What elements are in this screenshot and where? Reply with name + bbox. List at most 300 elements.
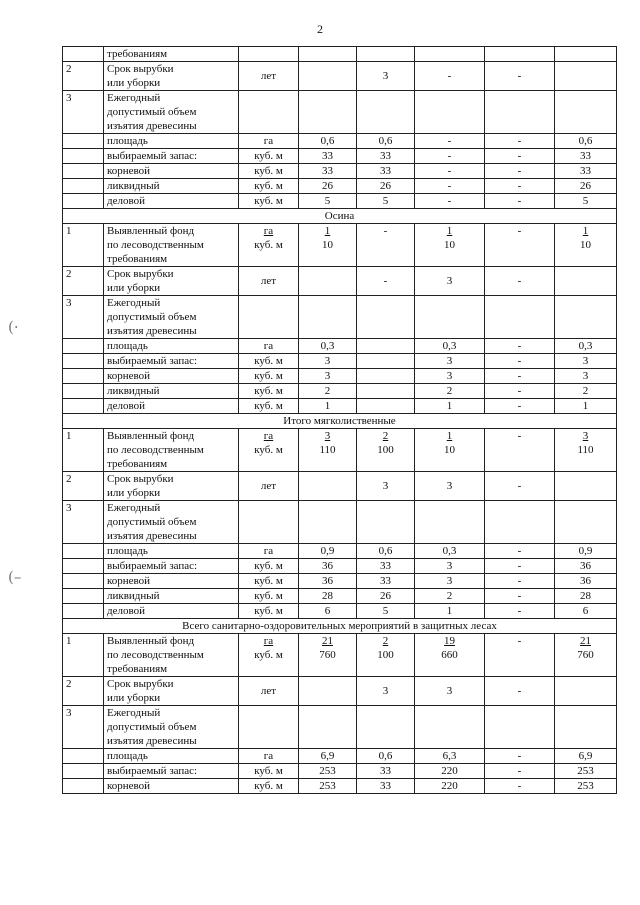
value-col-2 [357, 429, 415, 472]
value-col-4: - [485, 339, 555, 354]
value-col-1: 0,6 [299, 134, 357, 149]
fraction-volume: 110 [577, 444, 594, 456]
value-col-4: - [485, 634, 555, 677]
value-col-3 [415, 91, 485, 134]
indicator-label: площадь [104, 339, 239, 354]
value-col-3: 3 [415, 559, 485, 574]
row-number: 3 [63, 91, 104, 134]
table-row [63, 224, 617, 267]
value-col-2: 33 [357, 574, 415, 589]
table-row [63, 354, 617, 369]
table-row [63, 47, 617, 62]
value-col-4: - [485, 574, 555, 589]
table-row [63, 472, 617, 501]
value-col-2: 33 [357, 164, 415, 179]
value-col-3 [415, 224, 485, 267]
value-col-2 [357, 399, 415, 414]
indicator-label: Срок вырубки или уборки [104, 472, 239, 501]
unit: куб. м [239, 779, 299, 794]
value-col-1: 2 [299, 384, 357, 399]
value-col-1 [299, 634, 357, 677]
value-col-3: 1 [415, 399, 485, 414]
value-col-4: - [485, 164, 555, 179]
row-number: 1 [63, 634, 104, 677]
fraction-area: 2 [382, 430, 389, 442]
table-row [63, 267, 617, 296]
value-col-2 [357, 47, 415, 62]
unit: куб. м [239, 149, 299, 164]
value-col-5 [555, 47, 617, 62]
value-col-5: 0,9 [555, 544, 617, 559]
unit: га [239, 339, 299, 354]
row-number: 1 [63, 224, 104, 267]
value-col-2: 33 [357, 764, 415, 779]
indicator-label: деловой [104, 194, 239, 209]
fraction-area: 1 [446, 225, 453, 237]
indicator-label: Ежегодный допустимый объем изъятия древесины [104, 296, 239, 339]
value-col-4: - [485, 267, 555, 296]
table-row [63, 91, 617, 134]
unit: куб. м [239, 604, 299, 619]
value-col-1 [299, 296, 357, 339]
value-col-2 [357, 384, 415, 399]
indicator-label: ликвидный [104, 384, 239, 399]
unit [239, 224, 299, 267]
value-col-3: 2 [415, 589, 485, 604]
indicator-label: выбираемый запас: [104, 764, 239, 779]
unit-area: га [263, 225, 274, 237]
unit: куб. м [239, 179, 299, 194]
value-col-3 [415, 501, 485, 544]
value-col-3: - [415, 62, 485, 91]
fraction-volume: 760 [319, 649, 336, 661]
unit-area: га [263, 635, 274, 647]
unit [239, 296, 299, 339]
value-col-3 [415, 296, 485, 339]
row-number [63, 369, 104, 384]
row-number: 3 [63, 706, 104, 749]
row-number [63, 749, 104, 764]
value-col-3: 0,3 [415, 544, 485, 559]
fraction-volume: 110 [319, 444, 336, 456]
section-title: Всего санитарно-оздоровительных мероприятий в защитных лесах [63, 619, 617, 634]
value-col-2: 0,6 [357, 544, 415, 559]
value-col-3 [415, 706, 485, 749]
indicator-label: Ежегодный допустимый объем изъятия древесины [104, 501, 239, 544]
table-row [63, 749, 617, 764]
unit: куб. м [239, 574, 299, 589]
table-row [63, 399, 617, 414]
indicator-label: Выявленный фонд по лесоводственным требованиям [104, 429, 239, 472]
row-number [63, 589, 104, 604]
table-row [63, 384, 617, 399]
value-col-4: - [485, 429, 555, 472]
unit: куб. м [239, 354, 299, 369]
unit: куб. м [239, 194, 299, 209]
page-number: 2 [317, 22, 323, 36]
value-col-5: 0,3 [555, 339, 617, 354]
forest-harvest-table [62, 46, 617, 794]
fraction-area: 2 [382, 635, 389, 647]
row-number: 2 [63, 267, 104, 296]
indicator-label: Срок вырубки или уборки [104, 677, 239, 706]
value-col-5: 6 [555, 604, 617, 619]
unit: лет [239, 472, 299, 501]
indicator-label: корневой [104, 164, 239, 179]
fraction-area: 19 [444, 635, 455, 647]
value-col-1 [299, 267, 357, 296]
row-number [63, 399, 104, 414]
fraction-volume: 10 [580, 239, 591, 251]
value-col-3: 3 [415, 472, 485, 501]
table-row [63, 604, 617, 619]
value-col-2 [357, 296, 415, 339]
value-col-2: 33 [357, 559, 415, 574]
table-row [63, 706, 617, 749]
row-number [63, 574, 104, 589]
value-col-4: - [485, 62, 555, 91]
unit-volume: куб. м [254, 649, 283, 661]
value-col-2: 5 [357, 194, 415, 209]
unit: куб. м [239, 589, 299, 604]
table-row [63, 179, 617, 194]
value-col-3: 2 [415, 384, 485, 399]
row-number: 2 [63, 62, 104, 91]
table-row [63, 194, 617, 209]
value-col-4: - [485, 604, 555, 619]
value-col-5: 1 [555, 399, 617, 414]
margin-punch-mark: (· [8, 318, 19, 336]
value-col-5: 33 [555, 164, 617, 179]
value-col-4 [485, 47, 555, 62]
value-col-3: - [415, 149, 485, 164]
value-col-5 [555, 224, 617, 267]
value-col-4: - [485, 472, 555, 501]
unit: куб. м [239, 164, 299, 179]
value-col-5 [555, 429, 617, 472]
value-col-5 [555, 91, 617, 134]
row-number [63, 149, 104, 164]
value-col-3 [415, 47, 485, 62]
value-col-5: 0,6 [555, 134, 617, 149]
row-number [63, 194, 104, 209]
value-col-4 [485, 91, 555, 134]
value-col-5: 253 [555, 779, 617, 794]
unit [239, 91, 299, 134]
value-col-3: 1 [415, 604, 485, 619]
fraction-volume: 10 [444, 444, 455, 456]
value-col-1: 3 [299, 354, 357, 369]
value-col-5 [555, 267, 617, 296]
row-number [63, 354, 104, 369]
value-col-1 [299, 706, 357, 749]
indicator-label: Выявленный фонд по лесоводственным требованиям [104, 224, 239, 267]
value-col-4: - [485, 749, 555, 764]
value-col-2: 3 [357, 677, 415, 706]
value-col-5 [555, 677, 617, 706]
value-col-1: 0,3 [299, 339, 357, 354]
value-col-1: 253 [299, 779, 357, 794]
value-col-5: 36 [555, 574, 617, 589]
unit-volume: куб. м [254, 239, 283, 251]
row-number: 1 [63, 429, 104, 472]
table-row [63, 634, 617, 677]
indicator-label: выбираемый запас: [104, 559, 239, 574]
value-col-4: - [485, 779, 555, 794]
value-col-1: 33 [299, 149, 357, 164]
row-number [63, 764, 104, 779]
value-col-2 [357, 634, 415, 677]
value-col-1 [299, 47, 357, 62]
value-col-2 [357, 369, 415, 384]
fraction-area: 3 [324, 430, 331, 442]
value-col-4 [485, 501, 555, 544]
indicator-label: ликвидный [104, 179, 239, 194]
fraction-volume: 760 [577, 649, 594, 661]
value-col-2 [357, 706, 415, 749]
indicator-label: Срок вырубки или уборки [104, 267, 239, 296]
unit: куб. м [239, 559, 299, 574]
value-col-5: 253 [555, 764, 617, 779]
unit: куб. м [239, 399, 299, 414]
value-col-5: 28 [555, 589, 617, 604]
value-col-5: 3 [555, 354, 617, 369]
fraction-area: 1 [446, 430, 453, 442]
value-col-5: 2 [555, 384, 617, 399]
value-col-2: 26 [357, 179, 415, 194]
fraction-volume: 10 [444, 239, 455, 251]
indicator-label: Ежегодный допустимый объем изъятия древесины [104, 706, 239, 749]
unit: га [239, 749, 299, 764]
value-col-3: 3 [415, 677, 485, 706]
value-col-5 [555, 296, 617, 339]
unit: куб. м [239, 369, 299, 384]
section-heading-row [63, 209, 617, 224]
table-row [63, 501, 617, 544]
indicator-label: корневой [104, 369, 239, 384]
table-row [63, 779, 617, 794]
value-col-4: - [485, 179, 555, 194]
value-col-2: 3 [357, 472, 415, 501]
value-col-1 [299, 429, 357, 472]
value-col-3: - [415, 164, 485, 179]
unit [239, 429, 299, 472]
table-row [63, 677, 617, 706]
value-col-3: 220 [415, 764, 485, 779]
indicator-label: площадь [104, 544, 239, 559]
value-col-2: 26 [357, 589, 415, 604]
unit [239, 706, 299, 749]
indicator-label: ликвидный [104, 589, 239, 604]
fraction-area: 21 [322, 635, 333, 647]
value-col-1 [299, 501, 357, 544]
row-number: 3 [63, 296, 104, 339]
unit: га [239, 134, 299, 149]
value-col-5: 36 [555, 559, 617, 574]
value-col-4: - [485, 677, 555, 706]
indicator-label: Срок вырубки или уборки [104, 62, 239, 91]
row-number: 3 [63, 501, 104, 544]
unit: лет [239, 677, 299, 706]
table-row [63, 544, 617, 559]
value-col-5: 3 [555, 369, 617, 384]
unit: лет [239, 62, 299, 91]
value-col-5: 5 [555, 194, 617, 209]
value-col-5: 26 [555, 179, 617, 194]
value-col-4: - [485, 369, 555, 384]
section-heading-row [63, 414, 617, 429]
table-row [63, 62, 617, 91]
row-number [63, 779, 104, 794]
unit [239, 47, 299, 62]
value-col-1: 6,9 [299, 749, 357, 764]
value-col-2 [357, 339, 415, 354]
row-number [63, 47, 104, 62]
value-col-1 [299, 91, 357, 134]
value-col-1 [299, 472, 357, 501]
value-col-2: 0,6 [357, 134, 415, 149]
value-col-2: - [357, 224, 415, 267]
value-col-3: 3 [415, 354, 485, 369]
row-number [63, 339, 104, 354]
row-number: 2 [63, 677, 104, 706]
value-col-2: 3 [357, 62, 415, 91]
unit [239, 501, 299, 544]
table-row [63, 429, 617, 472]
value-col-3: 220 [415, 779, 485, 794]
value-col-4: - [485, 589, 555, 604]
value-col-4: - [485, 399, 555, 414]
row-number [63, 134, 104, 149]
value-col-1: 5 [299, 194, 357, 209]
value-col-3: 0,3 [415, 339, 485, 354]
value-col-3 [415, 634, 485, 677]
row-number [63, 544, 104, 559]
value-col-1: 36 [299, 574, 357, 589]
value-col-1 [299, 224, 357, 267]
value-col-1 [299, 677, 357, 706]
value-col-1: 36 [299, 559, 357, 574]
value-col-4: - [485, 544, 555, 559]
table-row [63, 149, 617, 164]
value-col-3: - [415, 134, 485, 149]
value-col-4 [485, 706, 555, 749]
value-col-2 [357, 354, 415, 369]
table-row [63, 574, 617, 589]
indicator-label: выбираемый запас: [104, 149, 239, 164]
value-col-4: - [485, 354, 555, 369]
value-col-1: 0,9 [299, 544, 357, 559]
row-number [63, 559, 104, 574]
table-row [63, 296, 617, 339]
indicator-label: корневой [104, 779, 239, 794]
value-col-4: - [485, 194, 555, 209]
section-title: Итого мягколиственные [63, 414, 617, 429]
value-col-5 [555, 634, 617, 677]
indicator-label: выбираемый запас: [104, 354, 239, 369]
value-col-1: 253 [299, 764, 357, 779]
fraction-area: 1 [582, 225, 589, 237]
value-col-3 [415, 429, 485, 472]
indicator-label: площадь [104, 749, 239, 764]
value-col-4 [485, 296, 555, 339]
section-heading-row [63, 619, 617, 634]
value-col-3: - [415, 179, 485, 194]
unit: га [239, 544, 299, 559]
unit: куб. м [239, 764, 299, 779]
indicator-label: Выявленный фонд по лесоводственным требованиям [104, 634, 239, 677]
value-col-5: 33 [555, 149, 617, 164]
fraction-area: 1 [324, 225, 331, 237]
row-number [63, 384, 104, 399]
fraction-volume: 10 [322, 239, 333, 251]
value-col-3: 3 [415, 267, 485, 296]
value-col-2: 33 [357, 779, 415, 794]
fraction-volume: 100 [377, 649, 394, 661]
table-row [63, 134, 617, 149]
unit-area: га [263, 430, 274, 442]
row-number [63, 604, 104, 619]
value-col-2: 5 [357, 604, 415, 619]
value-col-4: - [485, 134, 555, 149]
value-col-2: 33 [357, 149, 415, 164]
value-col-3: - [415, 194, 485, 209]
value-col-1: 1 [299, 399, 357, 414]
indicator-label: деловой [104, 604, 239, 619]
value-col-5 [555, 472, 617, 501]
value-col-4: - [485, 149, 555, 164]
unit: куб. м [239, 384, 299, 399]
fraction-volume: 100 [377, 444, 394, 456]
value-col-5 [555, 706, 617, 749]
indicator-label: Ежегодный допустимый объем изъятия древесины [104, 91, 239, 134]
value-col-1: 33 [299, 164, 357, 179]
value-col-2: 0,6 [357, 749, 415, 764]
value-col-5 [555, 62, 617, 91]
value-col-1: 3 [299, 369, 357, 384]
section-title: Осина [63, 209, 617, 224]
value-col-1: 6 [299, 604, 357, 619]
value-col-3: 3 [415, 369, 485, 384]
value-col-4: - [485, 559, 555, 574]
value-col-2 [357, 501, 415, 544]
table-row [63, 589, 617, 604]
value-col-4: - [485, 224, 555, 267]
indicator-label: корневой [104, 574, 239, 589]
unit-volume: куб. м [254, 444, 283, 456]
value-col-1: 28 [299, 589, 357, 604]
indicator-label: деловой [104, 399, 239, 414]
row-number [63, 164, 104, 179]
indicator-label: требованиям [104, 47, 239, 62]
indicator-label: площадь [104, 134, 239, 149]
unit: лет [239, 267, 299, 296]
table-row [63, 339, 617, 354]
fraction-area: 21 [580, 635, 591, 647]
value-col-1 [299, 62, 357, 91]
value-col-3: 3 [415, 574, 485, 589]
value-col-2: - [357, 267, 415, 296]
margin-punch-mark: (– [8, 568, 22, 586]
row-number: 2 [63, 472, 104, 501]
value-col-5: 6,9 [555, 749, 617, 764]
fraction-volume: 660 [441, 649, 458, 661]
fraction-area: 3 [582, 430, 589, 442]
value-col-4: - [485, 384, 555, 399]
table-row [63, 764, 617, 779]
unit [239, 634, 299, 677]
value-col-1: 26 [299, 179, 357, 194]
